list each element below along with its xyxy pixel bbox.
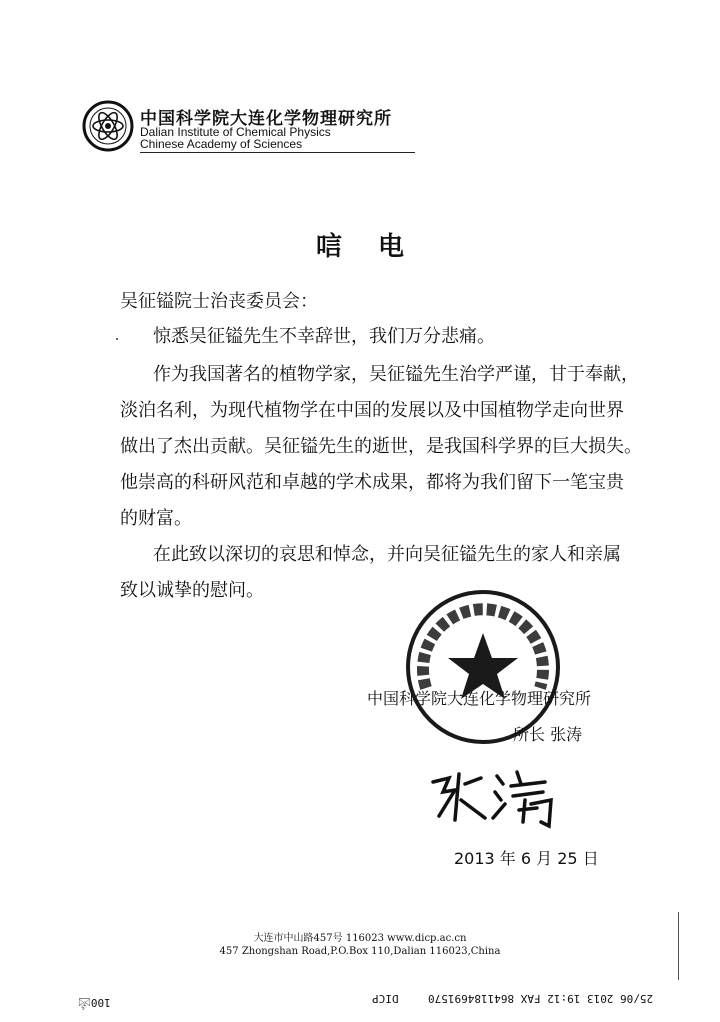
footer-address-cn: 大连市中山路457号 116023 www.dicp.ac.cn (253, 933, 467, 944)
fax-sender-id: DICP (372, 992, 399, 1005)
institute-name-en (140, 126, 331, 150)
paragraph-3-line-1: 在此致以深切的哀思和悼念，并向吴征镒先生的家人和亲属 (153, 544, 621, 565)
signature-organization: 中国科学院大连化学物理研究所 (367, 689, 592, 708)
greeting: 吴征镒院士治丧委员会： (120, 291, 318, 312)
paragraph-3-line-2: 致以诚挚的慰问。 (120, 580, 264, 601)
document-title: 唁电 (315, 232, 440, 262)
institute-name-cn: 中国科学院大连化学物理研究所 (140, 109, 392, 129)
atom-emblem-icon (82, 100, 134, 152)
handwritten-signature (425, 760, 575, 830)
scan-edge-line (678, 912, 679, 980)
institute-name-en-line1: Dalian Institute of Chemical Physics (140, 125, 331, 139)
paragraph-2-line-5: 的财富。 (120, 508, 192, 529)
letterhead-divider (140, 152, 415, 153)
paragraph-2-line-4: 他崇高的科研风范和卓越的学术成果，都将为我们留下一笔宝贵 (120, 472, 624, 493)
letter-date: 2013 年 6 月 25 日 (454, 849, 599, 868)
paragraph-2-line-1: 作为我国著名的植物学家，吴征镒先生治学严谨，甘于奉献， (153, 364, 639, 385)
footer-address-en: 457 Zhongshan Road,P.O.Box 110,Dalian 116023,China (219, 946, 501, 957)
paragraph-2-line-2: 淡泊名利，为现代植物学在中国的发展以及中国植物学走向世界 (120, 400, 624, 421)
signature-title-name: 所长 张涛 (513, 725, 583, 744)
institute-name-en-line2: Chinese Academy of Sciences (140, 137, 303, 151)
fax-page-number: 100🖄 (78, 996, 111, 1009)
scan-speck (116, 338, 118, 340)
fax-timestamp: 25/06 2013 19:12 FAX 8641184691570 (428, 992, 654, 1005)
paragraph-1-line-1: 惊悉吴征镒先生不幸辞世，我们万分悲痛。 (153, 326, 495, 347)
paragraph-2-line-3: 做出了杰出贡献。吴征镒先生的逝世，是我国科学界的巨大损失。 (120, 436, 642, 457)
